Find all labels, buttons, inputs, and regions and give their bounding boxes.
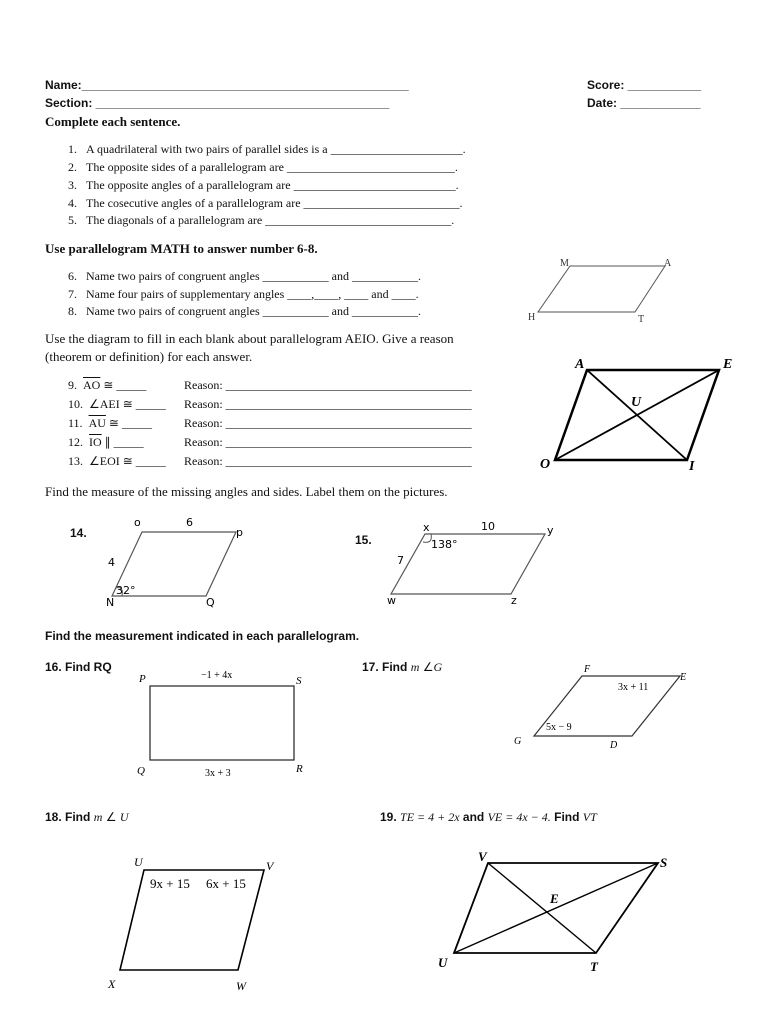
part2-title: Use parallelogram MATH to answer number 6-8. xyxy=(45,241,318,256)
question-18-label: 18. Find m ∠ U xyxy=(45,810,129,824)
section-field[interactable]: Section: ____________________________________________ xyxy=(45,96,390,110)
vertex-label-u: U xyxy=(438,955,448,970)
side-label-left: 4 xyxy=(108,556,115,569)
part3-intro-line1: Use the diagram to fill in each blank about parallelogram AEIO. Give a reason xyxy=(45,331,454,346)
vertex-label-u: U xyxy=(134,855,143,869)
side-expression-bottom: 3x + 3 xyxy=(205,768,231,779)
part3-intro-line2: (theorem or definition) for each answer. xyxy=(45,349,253,364)
question-1: 1. A quadrilateral with two pairs of parallel sides is a ______________________. xyxy=(68,142,466,156)
vertex-label-q: Q xyxy=(206,596,215,609)
diagonal-vt xyxy=(488,863,596,953)
question-12: 12. $\overline{IO}$ ∥ _____ xyxy=(68,435,144,449)
question-10: 10. ∠AEI ≅ _____ xyxy=(68,397,166,411)
side-expression-top: −1 + 4x xyxy=(201,670,233,681)
question-3: 3. The opposite angles of a parallelogram are ___________________________. xyxy=(68,178,459,192)
question-15-number: 15. xyxy=(355,533,372,547)
parallelogram-15-diagram xyxy=(385,518,565,608)
parallelogram-19-diagram xyxy=(430,845,680,980)
question-14-number: 14. xyxy=(70,526,87,540)
question-11: 11. $\overline{AU}$ ≅ _____ xyxy=(68,416,152,430)
intersection-label-u: U xyxy=(631,395,642,410)
parallelogram-18-diagram xyxy=(100,850,290,1000)
side-label-top: 10 xyxy=(481,520,495,533)
vertex-label-x: x xyxy=(423,521,430,534)
parallelogram-14-diagram xyxy=(100,512,250,612)
parallelogram-aeio-diagram xyxy=(535,350,745,480)
reason-9[interactable]: Reason: _________________________________________ xyxy=(184,378,472,392)
part5-title: Find the measurement indicated in each parallelogram. xyxy=(45,629,360,643)
vertex-label-w: W xyxy=(236,979,246,993)
part1-title: Complete each sentence. xyxy=(45,114,181,129)
vertex-label-w: w xyxy=(387,594,396,607)
question-4: 4. The cosecutive angles of a parallelogram are __________________________. xyxy=(68,196,463,210)
question-19-label: 19. TE = 4 + 2x and VE = 4x − 4. Find VT xyxy=(380,810,597,824)
vertex-label-o: O xyxy=(540,457,551,472)
vertex-label-e: E xyxy=(723,357,733,372)
intersection-label-e: E xyxy=(550,891,559,906)
vertex-label-v: V xyxy=(266,859,274,873)
angle-expression-u: 9x + 15 xyxy=(150,876,190,891)
vertex-label-h: H xyxy=(528,312,536,323)
parallelogram-math-diagram xyxy=(520,252,690,327)
question-7: 7. Name four pairs of supplementary angles ____,____, ____ and ____. xyxy=(68,287,419,301)
question-16-label: 16. Find RQ xyxy=(45,660,112,674)
vertex-label-g: G xyxy=(514,736,522,747)
angle-expression-v: 6x + 15 xyxy=(206,876,246,891)
vertex-label-s: S xyxy=(296,675,302,687)
vertex-label-r: R xyxy=(296,763,303,775)
reason-11[interactable]: Reason: _________________________________________ xyxy=(184,416,472,430)
question-6: 6. Name two pairs of congruent angles ___________ and ___________. xyxy=(68,269,421,283)
reason-13[interactable]: Reason: _________________________________________ xyxy=(184,454,472,468)
vertex-label-o: o xyxy=(134,516,141,529)
vertex-label-q: Q xyxy=(137,765,145,777)
parallelogram-math xyxy=(538,266,665,312)
vertex-label-n: N xyxy=(106,596,115,609)
vertex-label-a: A xyxy=(575,357,585,372)
side-label-left: 7 xyxy=(397,554,404,567)
name-field[interactable]: Name:_________________________________________________ xyxy=(45,78,409,92)
question-2: 2. The opposite sides of a parallelogram are ____________________________. xyxy=(68,160,458,174)
vertex-label-t: T xyxy=(590,959,598,974)
question-17-label: 17. Find m ∠G xyxy=(362,660,443,674)
vertex-label-s: S xyxy=(660,855,668,870)
rectangle-pqrs xyxy=(150,686,294,760)
angle-label-n: 32° xyxy=(116,584,136,597)
vertex-label-d: D xyxy=(610,740,618,751)
parallelogram-15 xyxy=(391,534,545,594)
vertex-label-v: V xyxy=(478,849,487,864)
reason-10[interactable]: Reason: _________________________________________ xyxy=(184,397,472,411)
angle-label-x: 138° xyxy=(431,538,458,551)
vertex-label-p: P xyxy=(139,673,146,685)
rectangle-16-diagram xyxy=(135,666,315,786)
vertex-label-m: M xyxy=(560,258,569,269)
vertex-label-i: I xyxy=(689,459,695,474)
question-5: 5. The diagonals of a parallelogram are _______________________________. xyxy=(68,213,455,227)
score-field[interactable]: Score: ___________ xyxy=(587,78,702,92)
side-label-top: 6 xyxy=(186,516,193,529)
angle-expression-g: 5x − 9 xyxy=(546,722,572,733)
part4-title: Find the measure of the missing angles and sides. Label them on the pictures. xyxy=(45,484,448,499)
vertex-label-a: A xyxy=(664,258,672,269)
question-13: 13. ∠EOI ≅ _____ xyxy=(68,454,166,468)
diagonal-eo xyxy=(555,370,719,460)
vertex-label-f: F xyxy=(584,664,591,675)
question-9: 9. $\overline{AO}$ ≅ _____ xyxy=(68,378,147,392)
vertex-label-x: X xyxy=(108,977,116,991)
date-field[interactable]: Date: ____________ xyxy=(587,96,701,110)
question-8: 8. Name two pairs of congruent angles ___________ and ___________. xyxy=(68,304,421,318)
angle-expression-e: 3x + 11 xyxy=(618,682,649,693)
reason-12[interactable]: Reason: _________________________________________ xyxy=(184,435,472,449)
vertex-label-p: p xyxy=(236,526,243,539)
vertex-label-e: E xyxy=(680,672,687,683)
vertex-label-z: z xyxy=(511,594,517,607)
parallelogram-17-diagram xyxy=(510,660,700,755)
vertex-label-t: T xyxy=(638,314,645,325)
vertex-label-y: y xyxy=(547,524,554,537)
